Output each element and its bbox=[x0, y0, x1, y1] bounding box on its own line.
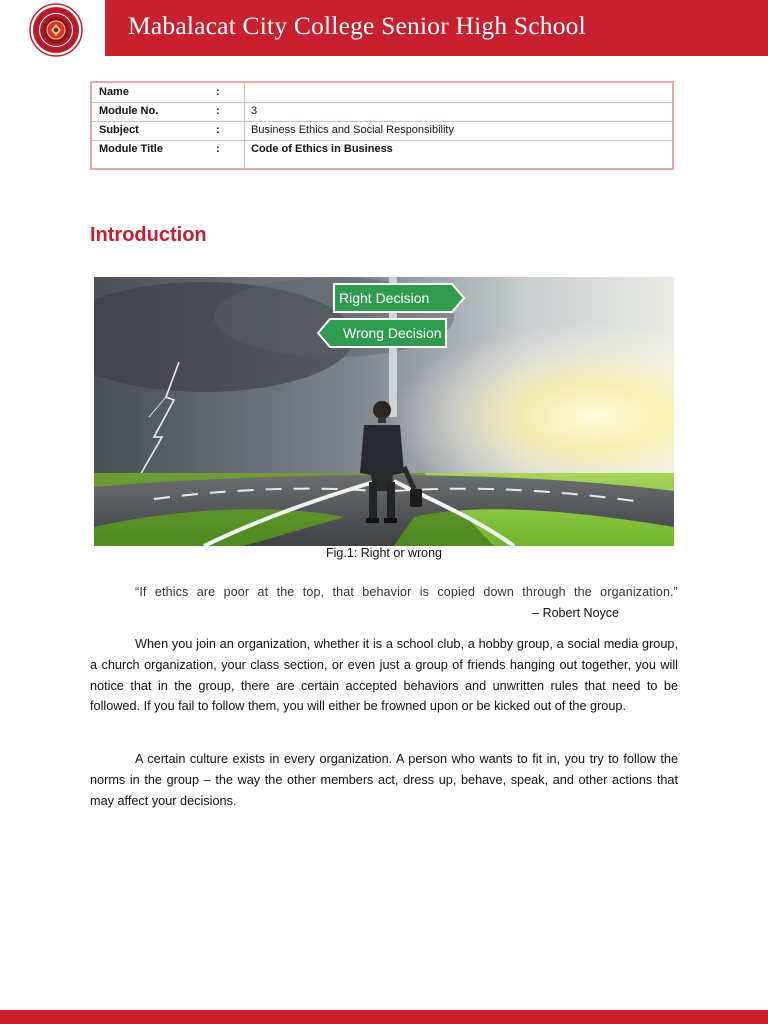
info-colon: : bbox=[216, 86, 220, 98]
subject-value: Business Ethics and Social Responsibility bbox=[251, 124, 454, 136]
page-header bbox=[0, 0, 768, 56]
school-name: Mabalacat City College Senior High School bbox=[128, 11, 586, 40]
introduction-heading: Introduction bbox=[90, 224, 207, 246]
footer-bar bbox=[0, 1010, 768, 1024]
sign-wrong-decision: Wrong Decision bbox=[343, 325, 442, 341]
info-row-module-no bbox=[92, 103, 672, 122]
info-row-name bbox=[92, 84, 672, 103]
info-label: Module No. bbox=[99, 105, 159, 117]
table-column-divider bbox=[244, 83, 245, 168]
info-label: Module Title bbox=[99, 143, 163, 155]
info-colon: : bbox=[216, 105, 220, 117]
info-label: Name bbox=[99, 86, 129, 98]
crossroads-illustration bbox=[94, 277, 674, 546]
intro-paragraph-2: A certain culture exists in every organization. A person who wants to fit in, you try to follow the norms in the group – the way the other members act, dress up, behave, speak, and other actions that may affect your decisions. bbox=[90, 752, 678, 808]
quote-author: – Robert Noyce bbox=[532, 606, 619, 620]
college-seal-logo bbox=[23, 3, 89, 57]
info-row-subject bbox=[92, 122, 672, 141]
quote-text: “If ethics are poor at the top, that behavior is copied down through the organization.” bbox=[135, 585, 678, 599]
module-title-value: Code of Ethics in Business bbox=[251, 143, 393, 155]
sign-right-decision: Right Decision bbox=[339, 290, 430, 306]
info-colon: : bbox=[216, 143, 220, 155]
info-row-module-title bbox=[92, 141, 672, 160]
info-label: Subject bbox=[99, 124, 139, 136]
info-colon: : bbox=[216, 124, 220, 136]
intro-paragraph-1: When you join an organization, whether it is a school club, a hobby group, a social media group, a church organization, your class section, or even just a group of friends hanging out together, you will notice that in the group, there are certain accepted behaviors and unwritten rules that need to be followed. If you fail to follow them, you will either be frowned upon or be kicked out of the group. bbox=[90, 637, 678, 714]
figure-caption: Fig.1: Right or wrong bbox=[325, 546, 443, 560]
module-info-table bbox=[90, 81, 674, 170]
figure-right-or-wrong bbox=[94, 277, 674, 546]
module-number-value: 3 bbox=[251, 105, 258, 117]
